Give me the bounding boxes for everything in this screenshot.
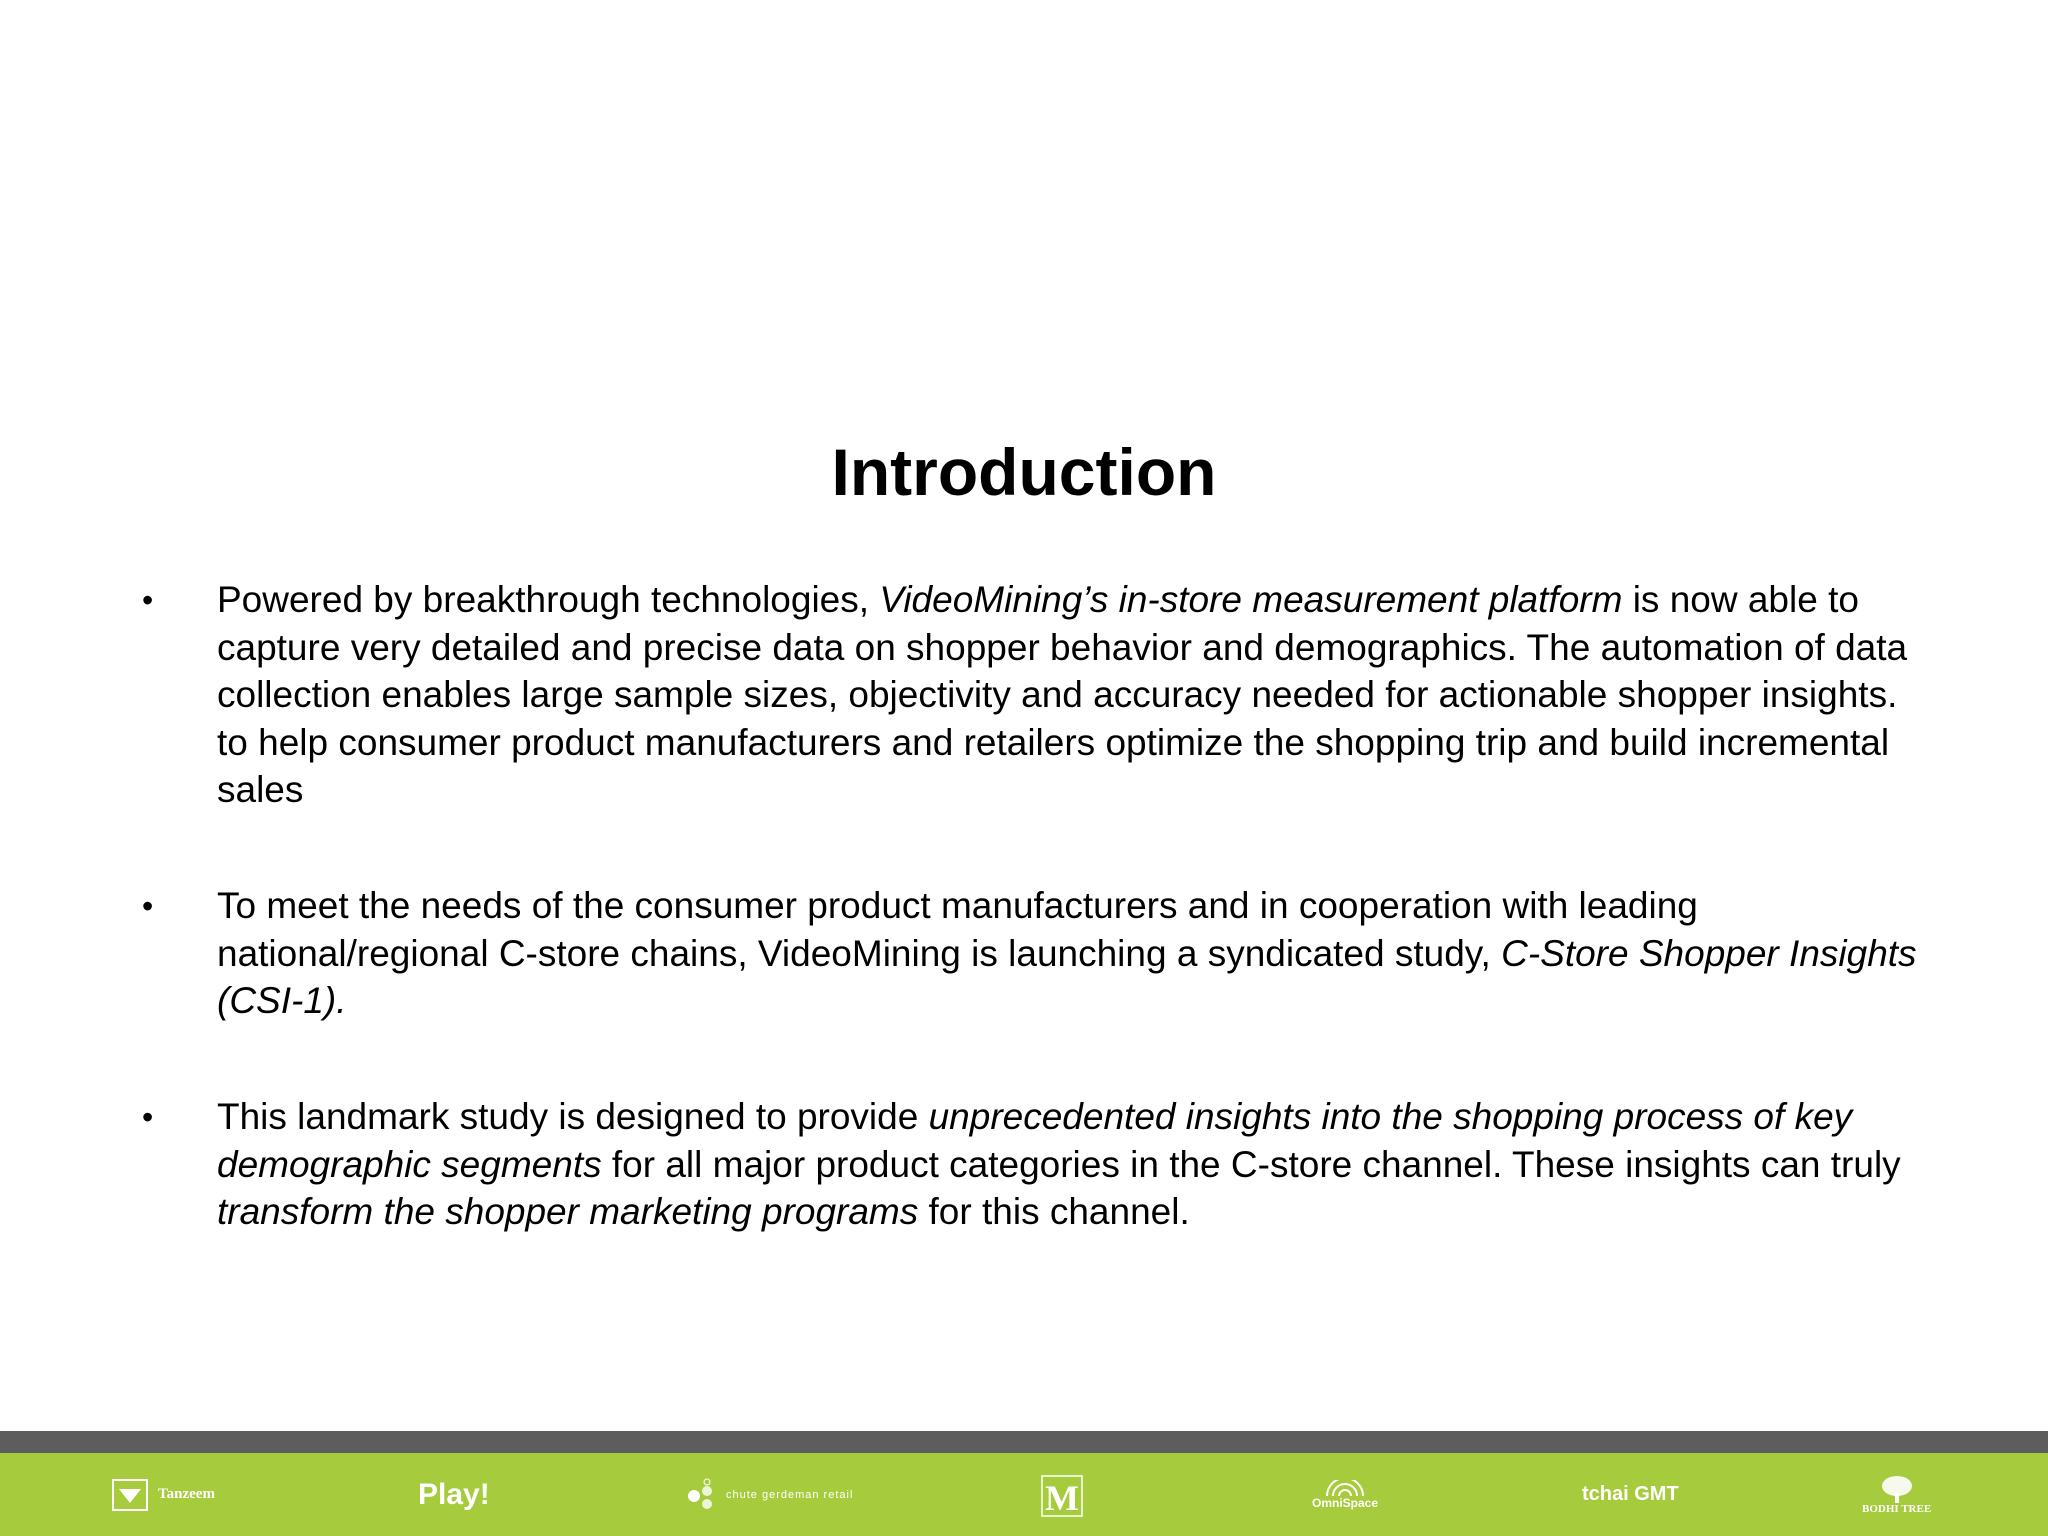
- slide-title: Introduction: [831, 435, 1217, 509]
- omnispace-arc-icon: [1321, 1480, 1369, 1496]
- tchai-gmt-logo: [1582, 1453, 1679, 1536]
- m-logo-text: M: [1045, 1477, 1079, 1518]
- tanzeem-emblem-icon: [112, 1479, 148, 1511]
- chute-gerdeman-dots-icon: [686, 1478, 720, 1512]
- bullet-text-segment: This landmark study is designed to provide: [217, 1096, 929, 1137]
- bullet-text: [217, 576, 1917, 814]
- m-logo: [1040, 1453, 1098, 1536]
- bullet-text-emphasis: VideoMining’s in-store measurement platform: [879, 579, 1623, 620]
- bullet-text-segment: Powered by breakthrough technologies,: [217, 579, 880, 620]
- bodhi-tree-logo-group: [1862, 1475, 1931, 1515]
- bullet-text-emphasis: C-Store Shopper Insights (CSI-1).: [217, 932, 1917, 1021]
- bullet-text: [217, 1093, 1917, 1236]
- bullet-marker: •: [142, 582, 154, 618]
- bullet-marker: •: [142, 888, 154, 924]
- tanzeem-logo: [112, 1453, 215, 1536]
- bullet-text-emphasis: transform the shopper marketing programs: [217, 1191, 919, 1232]
- omnispace-logo-group: [1312, 1480, 1378, 1510]
- bullet-text-segment: is now able to capture very detailed and precise data on shopper behavior and demographics. The automation of data collection enables large sample sizes, objectivity and accuracy needed for actionable shopper insights. to help consumer product manufacturers and retailers optimize the shopping trip and build incremental sales: [217, 579, 1908, 810]
- footer-green-bar: [0, 1453, 2048, 1536]
- bullet-text-segment: To meet the needs of the consumer product manufacturers and in cooperation with leading national/regional C-store chains, VideoMining is launching a syndicated study,: [217, 885, 1698, 974]
- bullet-text-emphasis: unprecedented insights into the shopping process of key demographic segments: [217, 1096, 1853, 1185]
- footer-dark-bar: [0, 1431, 2048, 1453]
- play-logo: [418, 1453, 490, 1536]
- bullet-text-segment: for all major product categories in the C-store channel. These insights can truly: [601, 1143, 1901, 1185]
- omnispace-logo-text: OmniSpace: [1312, 1495, 1379, 1510]
- tanzeem-logo-text: Tanzeem: [158, 1486, 215, 1502]
- chute-gerdeman-logo-text: chute gerdeman retail: [726, 1488, 854, 1501]
- play-logo-text: Play!: [418, 1477, 490, 1511]
- omnispace-logo: [1312, 1453, 1378, 1536]
- bullet-text: [217, 882, 1917, 1025]
- bullet-marker: •: [142, 1099, 154, 1135]
- bullet-text-segment: for this channel.: [918, 1191, 1190, 1232]
- tchai-gmt-logo-text: tchai GMT: [1582, 1483, 1679, 1505]
- tree-icon: [1880, 1475, 1914, 1503]
- chute-gerdeman-logo: [686, 1453, 853, 1536]
- bodhi-tree-logo-text: BODHI TREE: [1862, 1502, 1932, 1515]
- m-emblem-icon: [1040, 1472, 1098, 1518]
- bodhi-tree-logo: [1862, 1453, 1931, 1536]
